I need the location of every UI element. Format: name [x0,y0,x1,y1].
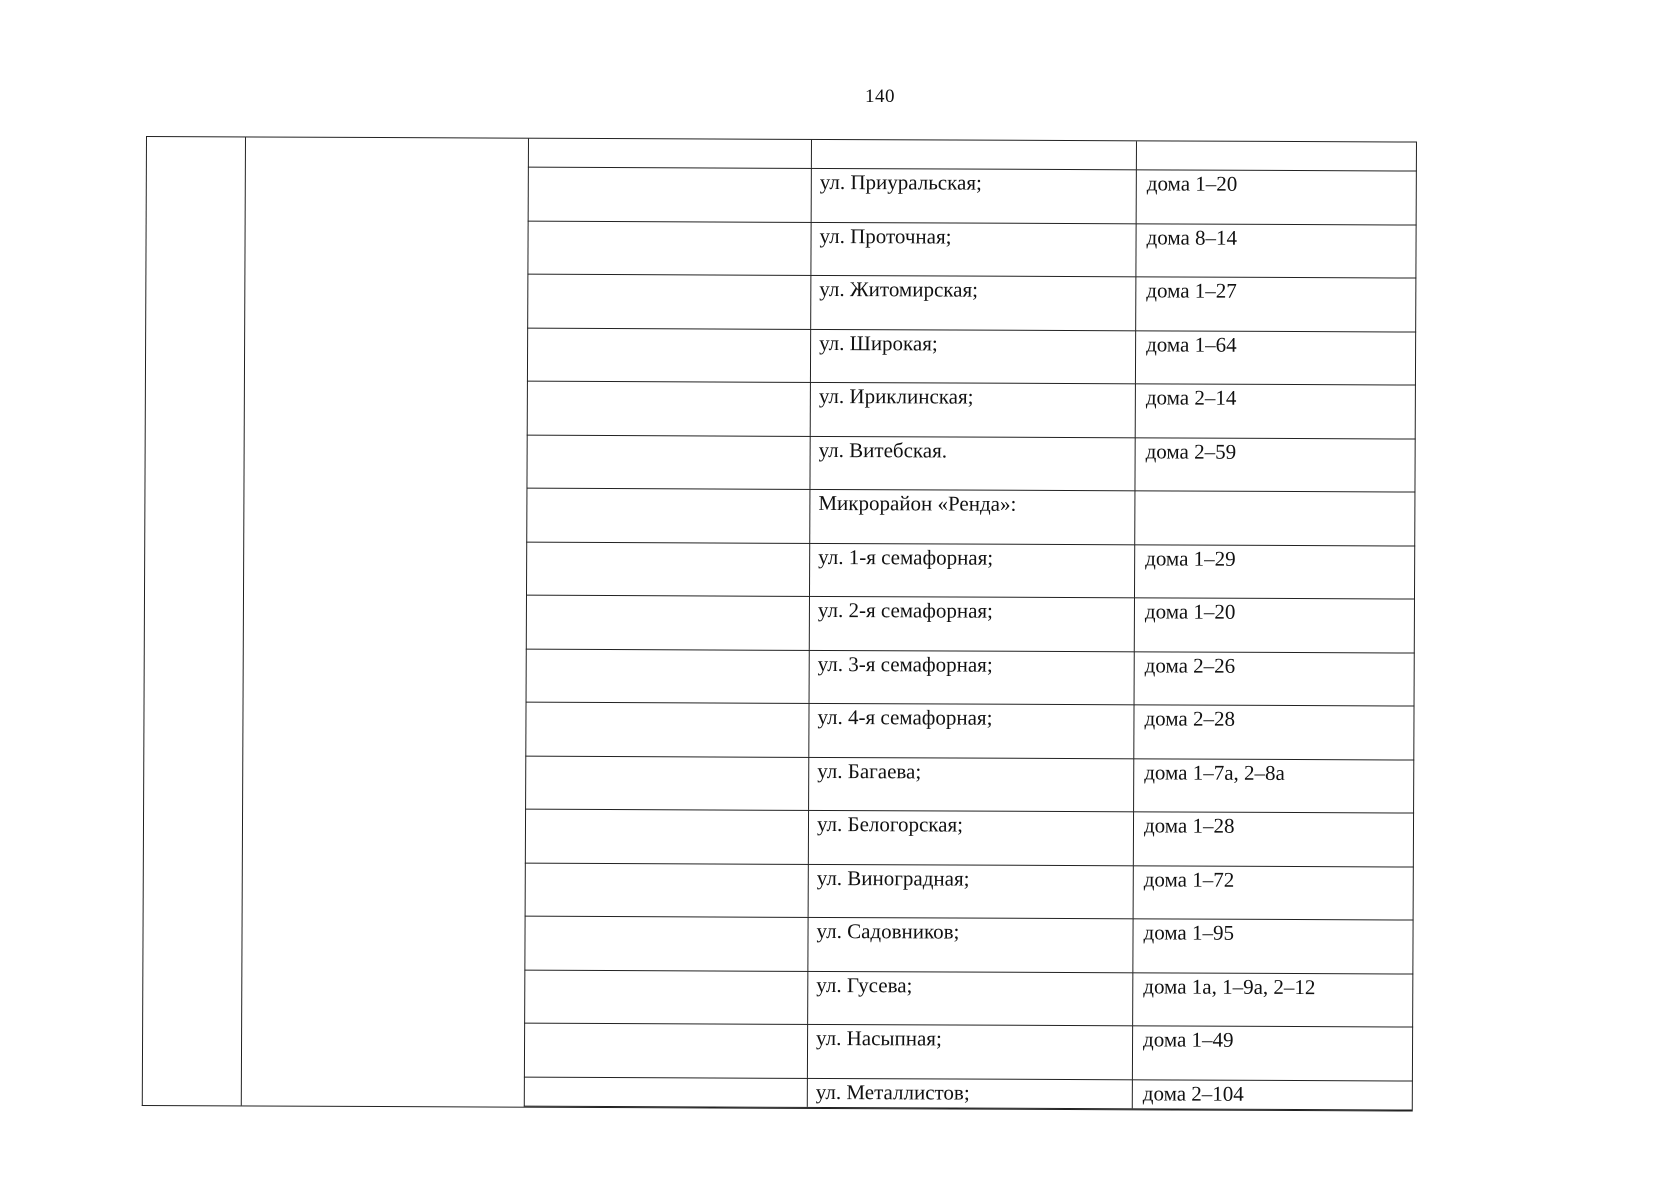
table-cell-empty [526,434,810,489]
table-cell-empty [526,595,810,650]
table-cell-empty [526,648,810,703]
table-cell-street: ул. Виноградная; [809,863,1134,918]
table-rows [524,139,1417,1111]
table-cell-houses: дома 1–95 [1133,918,1413,973]
table-cell-street: ул. Металлистов; [808,1077,1133,1107]
table-cell-empty [525,862,809,917]
table-cell-houses: дома 1–29 [1135,544,1415,599]
table-cell-street: ул. 2-я семафорная; [810,596,1135,651]
table-cell-houses [1135,490,1415,545]
table-cell-empty [524,969,808,1024]
table-cell-empty [524,916,808,971]
table-row [524,969,1413,1027]
table-row [525,702,1414,760]
table-cell-houses: дома 1–72 [1134,865,1414,920]
table-cell-street: ул. Витебская. [810,435,1135,490]
table-cell-street: ул. 3-я семафорная; [810,649,1135,704]
table-cell-street: ул. Белогорская; [809,810,1134,865]
table-cell-houses: дома 1а, 1–9а, 2–12 [1133,972,1413,1027]
table-row [527,381,1416,439]
table-cell-street: ул. Приуральская; [812,168,1137,223]
table-cell-empty [524,1076,808,1106]
table-cell-street: ул. Садовников; [808,917,1133,972]
table-row [524,1023,1413,1081]
table-cell-street: ул. 1-я семафорная; [810,542,1135,597]
table-cell-houses: дома 1–20 [1135,597,1415,652]
table-column-name [241,137,529,1106]
table-cell-street: ул. Ириклинская; [811,382,1136,437]
table-row [526,541,1415,599]
table-cell-street: ул. Насыпная; [808,1024,1133,1079]
table-row [525,755,1414,813]
table-cell-empty [525,755,809,810]
table-row [525,809,1414,867]
table-row [527,327,1416,385]
table-row [526,434,1415,492]
table-row [524,916,1413,974]
table-cell-empty [527,381,811,436]
table-cell-street: Микрорайон «Ренда»: [810,489,1135,544]
table-row [524,1076,1413,1110]
table-cell-houses: дома 2–28 [1134,704,1414,759]
table-cell-empty [527,274,811,329]
table-cell-houses: дома 1–27 [1136,276,1416,331]
table-cell-street: ул. Житомирская; [811,275,1136,330]
table-cell-street: ул. Гусева; [808,970,1133,1025]
table-row [526,488,1415,546]
table-cell-houses: дома 1–7а, 2–8а [1134,758,1414,813]
table-cell-houses: дома 1–49 [1133,1025,1413,1080]
table-cell-houses: дома 2–14 [1136,383,1416,438]
table-row [527,274,1416,332]
table-row [528,167,1417,225]
page-number [0,86,1660,108]
table-cell-street: ул. Проточная; [811,221,1136,276]
table-cell-street: ул. Широкая; [811,328,1136,383]
table-cell-houses: дома 2–59 [1135,437,1415,492]
table-cell-houses: дома 2–26 [1135,651,1415,706]
page-number-text: 140 [865,86,895,107]
table-cell-empty [524,1023,808,1078]
table-cell-empty [527,327,811,382]
table-cell-houses: дома 8–14 [1136,223,1416,278]
table-cell-empty [525,809,809,864]
table-cell-street: ул. 4-я семафорная; [809,703,1134,758]
table-cell-empty [528,167,812,222]
table-cell-houses: дома 1–64 [1136,330,1416,385]
table-row [526,648,1415,706]
table-row [526,595,1415,653]
table-column-number [143,137,246,1105]
table-cell-houses: дома 1–20 [1137,169,1417,224]
table-cell-houses: дома 1–28 [1134,811,1414,866]
table-cell-houses: дома 2–104 [1133,1079,1413,1109]
table-cell-empty [525,702,809,757]
table-cell-empty [526,541,810,596]
table-cell-street: ул. Багаева; [809,756,1134,811]
table-cell-empty [526,488,810,543]
table-cell-empty [527,220,811,275]
address-table [142,136,1417,1112]
table-row [527,220,1416,278]
table-row [525,862,1414,920]
